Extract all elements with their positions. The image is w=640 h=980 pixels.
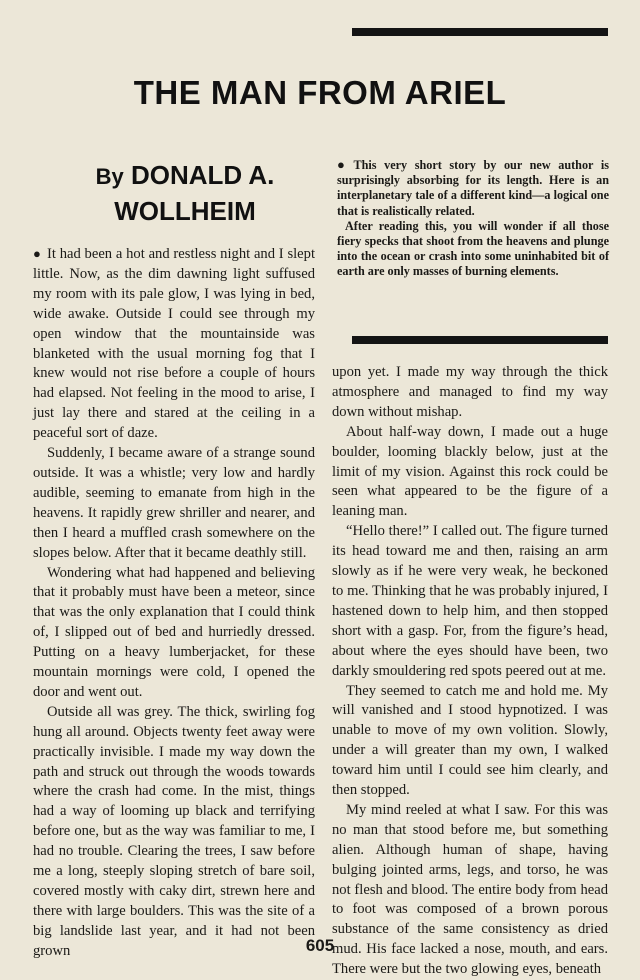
bullet-icon: ● xyxy=(337,157,350,172)
blurb-paragraph-2: After reading this, you will wonder if all those fiery specks that shoot from the heavens and plunge into the ocean or crash into some uninhabited bit of earth are only masses of burning elements. xyxy=(337,218,609,279)
story-paragraph: upon yet. I made my way through the thick atmosphere and managed to find my way down without mishap. xyxy=(332,364,608,420)
story-paragraph: Suddenly, I became aware of a strange sound outside. It was a whistle; very low and hardly audible, seeming to emanate from high in the heavens. It rapidly grew shriller and nearer, and then I heard a muffled crash somewhere on the slopes below. After that it became deathly still. xyxy=(33,445,315,561)
page-number: 605 xyxy=(305,936,335,955)
story-paragraph: Outside all was grey. The thick, swirling fog hung all around. Objects twenty feet away were practically invisible. I made my way down the path and struck out through the woods towards where the crash had come. In the mist, things had a way of looming up black and terrifying before one, but as the way was familiar to me, I had no trouble. Clearing the trees, I saw before me a long, steeply sloping stretch of bare soil, covered mostly with caky dirt, strewn here and there with large boulders. This was the site of a big landslide last year, and it had not been grown xyxy=(33,703,315,959)
byline xyxy=(40,158,330,228)
story-paragraph xyxy=(33,244,315,444)
story-paragraph: My mind reeled at what I saw. For this was no man that stood before me, but something alien. Although human of shape, having bulging jointed arms, legs, and torso, he was not flesh and blood. The entire body from head to foot was composed of a brown porous substance of the same consistency as dried mud. His face lacked a nose, mouth, and ears. There were but the two glowing eyes, beneath xyxy=(332,801,608,978)
story-paragraph: Wondering what had happened and believing that it probably must have been a meteor, since that was the only explanation that I could think of, I slipped out of bed and hurriedly dressed. Putting on a heavy lumberjacket, for these mountain mornings were cold, I opened the door and went out. xyxy=(33,564,315,700)
story-paragraph: They seemed to catch me and hold me. My will vanished and I stood hypnotized. I was unable to move of my own volition. Slowly, under a will greater than my own, I walked toward him until I could see him clearly, and then stopped. xyxy=(332,682,608,799)
story-title: THE MAN FROM ARIEL xyxy=(133,74,507,111)
story-paragraph: “Hello there!” I called out. The figure turned its head toward me and then, raising an arm slowly as if he were very weak, he beckoned to me. Thinking that he was probably injured, I hastened down to help him, and then stopped short with a gasp. For, from the figure’s head, about where the eyes should have been, two darkly smouldering red spots peered out at me. xyxy=(332,523,608,679)
story-column-right xyxy=(332,363,608,980)
story-column-left xyxy=(33,244,315,962)
blurb-text-1: This very short story by our new author is surprisingly absorbing for its length. Here is an interplanetary tale of a different kind—a logical one that is realistically related. xyxy=(337,158,609,218)
byline-by: By xyxy=(95,164,124,189)
editor-blurb xyxy=(337,157,609,280)
story-paragraph-text: It had been a hot and restless night and I slept little. Now, as the dim dawning light suffused my room with its pale glow, I was lying in bed, wide awake. Outside I could see through my open window that the mountainside was blanketed with the usual morning fog that I knew would not rise before a couple of hours had elapsed. Not feeling in the mood to arise, I just lay there and stared at the ceiling in a peaceful sort of daze. xyxy=(33,246,316,442)
story-paragraph: About half-way down, I made out a huge boulder, looming blackly below, just at the limit of my vision. Against this rock could be seen what appeared to be the figure of a leaning man. xyxy=(332,423,608,520)
bullet-icon: ● xyxy=(33,246,41,261)
blurb-rule xyxy=(352,336,608,344)
author-name: DONALD A. WOLLHEIM xyxy=(114,160,275,226)
top-rule xyxy=(352,28,608,36)
blurb-paragraph-1 xyxy=(337,157,609,219)
